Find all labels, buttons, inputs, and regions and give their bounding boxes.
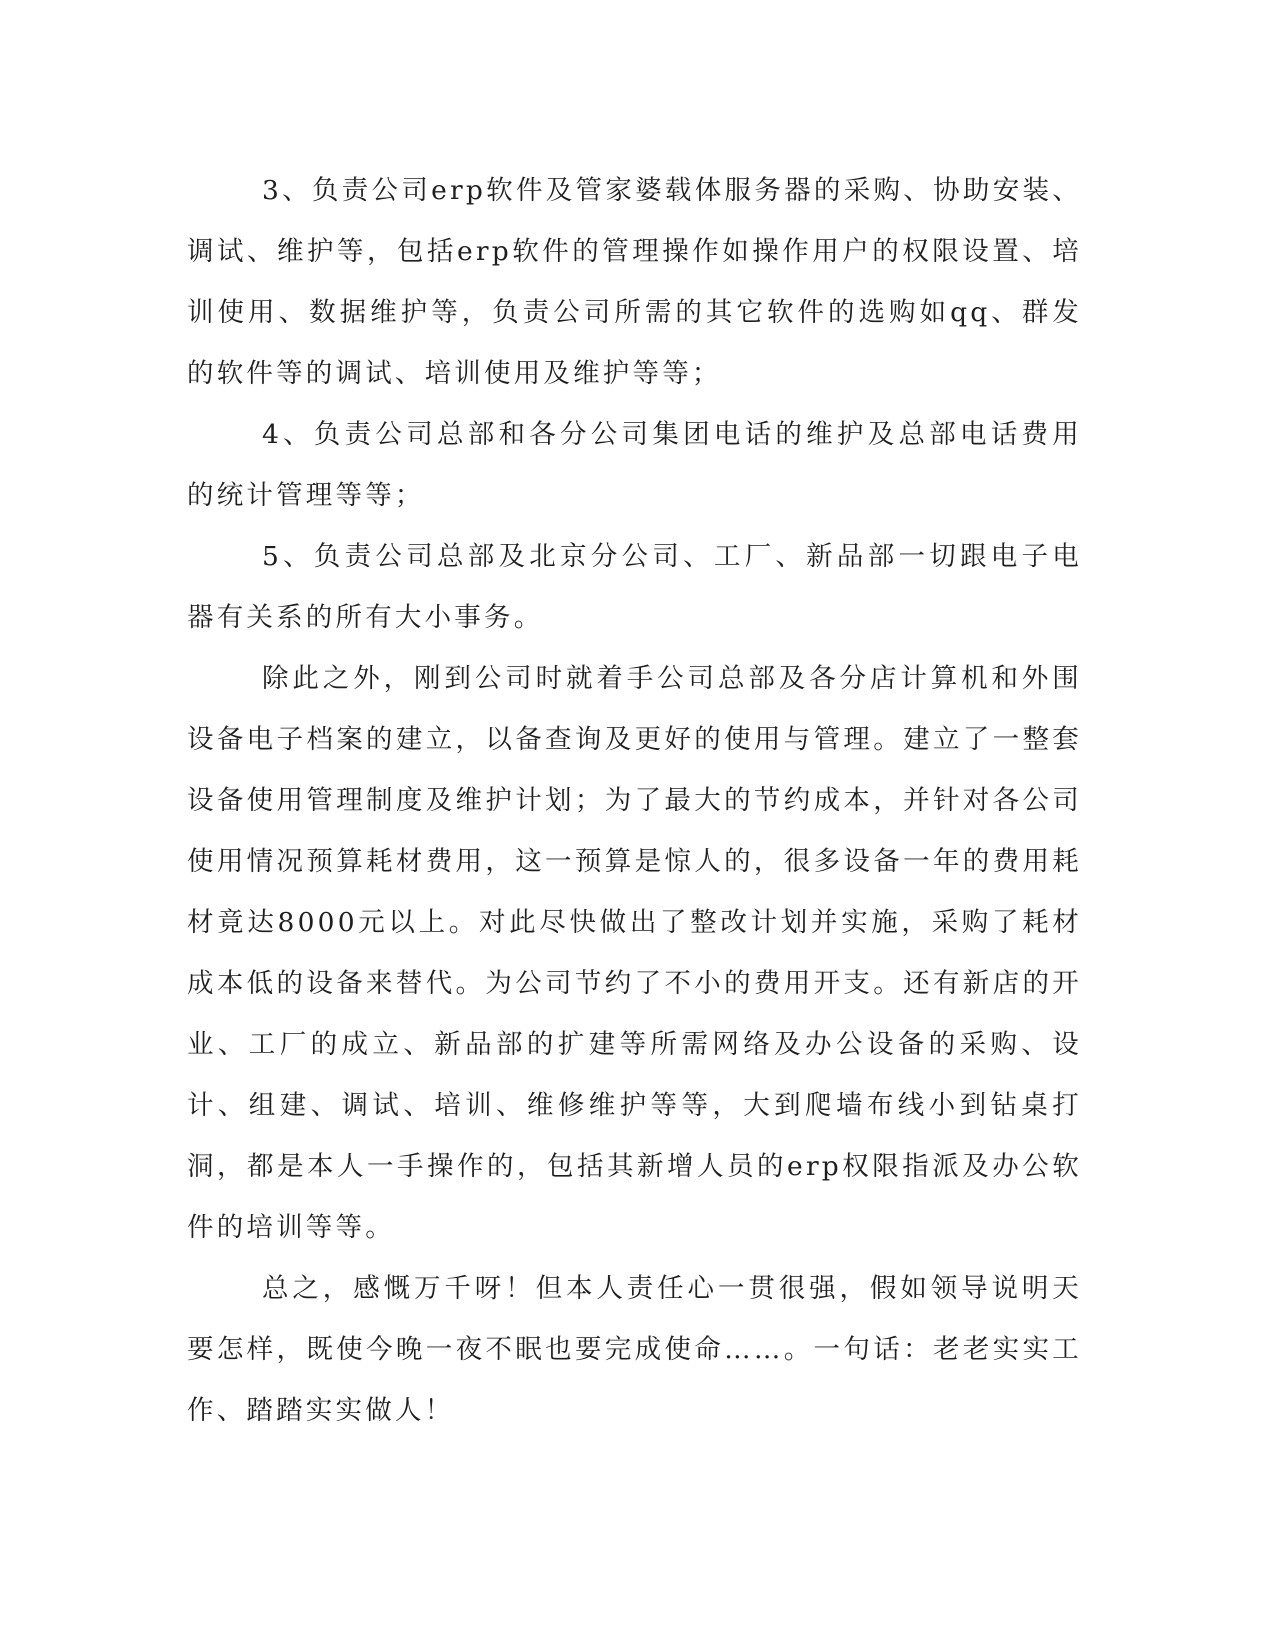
paragraph-conclusion: 总之，感慨万千呀！但本人责任心一贯很强，假如领导说明天要怎样，既使今晚一夜不眠也要完成使命……。一句话：老老实实工作、踏踏实实做人！ [187,1273,1082,1426]
document-body [187,160,1082,1441]
paragraph-item-5: 5、负责公司总部及北京分公司、工厂、新品部一切跟电子电器有关系的所有大小事务。 [187,541,1082,633]
paragraph-item-3: 3、负责公司erp软件及管家婆载体服务器的采购、协助安装、调试、维护等，包括erp软件的管理操作如操作用户的权限设置、培训使用、数据维护等，负责公司所需的其它软件的选购如qq、群发的软件等的调试、培训使用及维护等等； [187,175,1082,389]
paragraph-equipment-management: 除此之外，刚到公司时就着手公司总部及各分店计算机和外围设备电子档案的建立，以备查询及更好的使用与管理。建立了一整套设备使用管理制度及维护计划；为了最大的节约成本，并针对各公司使用情况预算耗材费用，这一预算是惊人的，很多设备一年的费用耗材竟达8000元以上。对此尽快做出了整改计划并实施，采购了耗材成本低的设备来替代。为公司节约了不小的费用开支。还有新店的开业、工厂的成立、新品部的扩建等所需网络及办公设备的采购、设计、组建、调试、培训、维修维护等等，大到爬墙布线小到钻桌打洞，都是本人一手操作的，包括其新增人员的erp权限指派及办公软件的培训等等。 [187,663,1082,1243]
paragraph-item-4: 4、负责公司总部和各分公司集团电话的维护及总部电话费用的统计管理等等； [187,419,1082,511]
